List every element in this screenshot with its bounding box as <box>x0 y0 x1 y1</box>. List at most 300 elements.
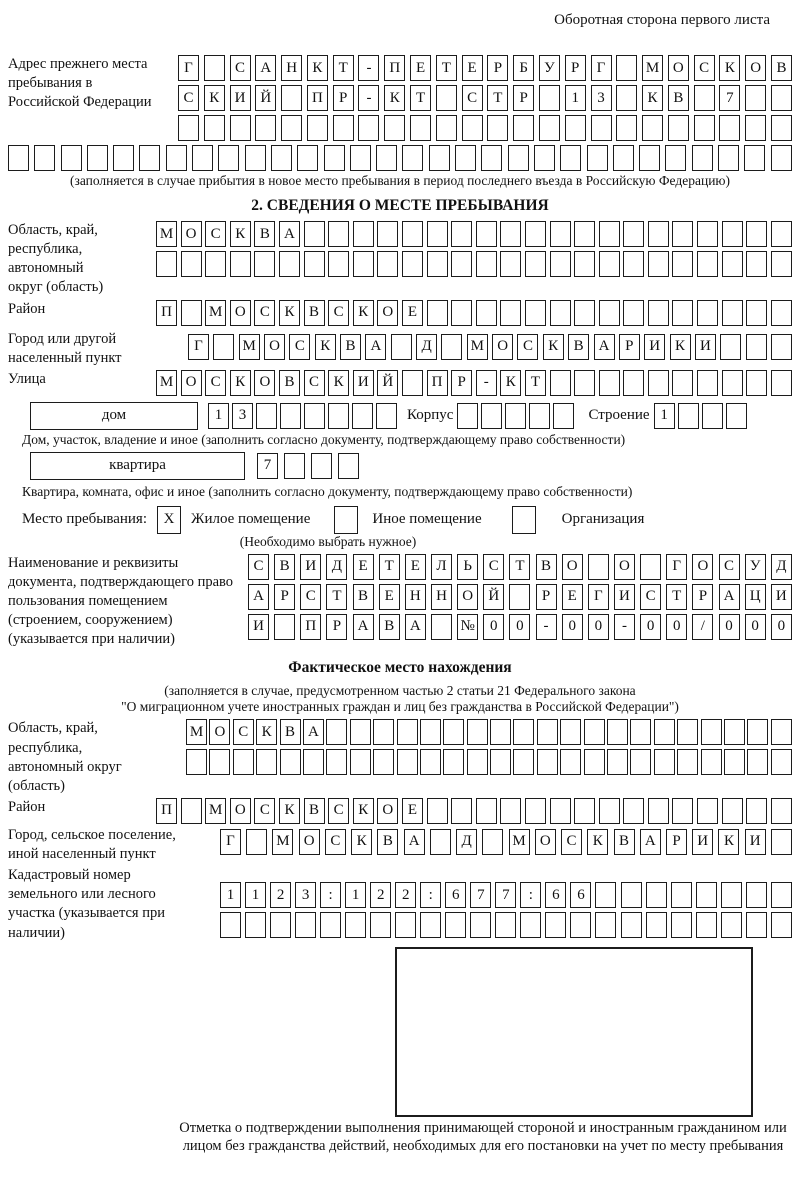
char-box[interactable]: Г <box>188 334 209 360</box>
char-box[interactable]: С <box>640 584 661 610</box>
char-box[interactable]: О <box>254 370 275 396</box>
char-box[interactable] <box>509 584 530 610</box>
char-box[interactable]: 0 <box>666 614 687 640</box>
char-box[interactable] <box>771 798 792 824</box>
char-box[interactable]: Т <box>525 370 546 396</box>
char-box[interactable]: К <box>230 221 251 247</box>
char-box[interactable]: В <box>568 334 589 360</box>
char-box[interactable] <box>640 554 661 580</box>
char-box[interactable] <box>648 370 669 396</box>
char-box[interactable] <box>350 145 371 171</box>
char-box[interactable]: П <box>156 798 177 824</box>
char-box[interactable]: : <box>520 882 541 908</box>
char-box[interactable]: О <box>492 334 513 360</box>
char-box[interactable]: И <box>644 334 665 360</box>
char-box[interactable] <box>565 115 586 141</box>
char-box[interactable] <box>246 829 267 855</box>
char-box[interactable] <box>500 798 521 824</box>
char-box[interactable] <box>204 115 225 141</box>
char-box[interactable] <box>719 115 740 141</box>
char-box[interactable]: И <box>353 370 374 396</box>
char-box[interactable]: К <box>670 334 691 360</box>
char-box[interactable] <box>584 719 605 745</box>
char-box[interactable]: Е <box>402 798 423 824</box>
char-box[interactable]: Г <box>666 554 687 580</box>
char-box[interactable] <box>697 251 718 277</box>
char-box[interactable]: М <box>205 300 226 326</box>
char-box[interactable]: 3 <box>295 882 316 908</box>
char-box[interactable] <box>726 403 747 429</box>
char-box[interactable]: О <box>230 300 251 326</box>
char-box[interactable]: Й <box>377 370 398 396</box>
char-box[interactable] <box>607 719 628 745</box>
char-box[interactable]: Т <box>410 85 431 111</box>
char-box[interactable]: Т <box>666 584 687 610</box>
char-box[interactable]: И <box>695 334 716 360</box>
char-box[interactable]: К <box>718 829 739 855</box>
char-box[interactable]: Г <box>178 55 199 81</box>
char-box[interactable] <box>373 749 394 775</box>
char-box[interactable] <box>654 749 675 775</box>
char-box[interactable]: С <box>328 798 349 824</box>
char-box[interactable]: А <box>404 829 425 855</box>
char-box[interactable]: : <box>320 882 341 908</box>
char-box[interactable]: № <box>457 614 478 640</box>
char-box[interactable] <box>613 145 634 171</box>
char-box[interactable]: Р <box>619 334 640 360</box>
char-box[interactable]: К <box>384 85 405 111</box>
char-box[interactable] <box>747 719 768 745</box>
char-box[interactable] <box>166 145 187 171</box>
char-box[interactable] <box>513 719 534 745</box>
char-box[interactable] <box>113 145 134 171</box>
char-box[interactable]: 1 <box>565 85 586 111</box>
char-box[interactable]: М <box>156 221 177 247</box>
char-box[interactable] <box>427 300 448 326</box>
char-box[interactable] <box>692 145 713 171</box>
char-box[interactable] <box>574 300 595 326</box>
char-box[interactable] <box>427 251 448 277</box>
char-box[interactable] <box>326 719 347 745</box>
char-box[interactable]: С <box>178 85 199 111</box>
char-box[interactable] <box>671 882 692 908</box>
char-box[interactable] <box>451 251 472 277</box>
char-box[interactable]: В <box>254 221 275 247</box>
char-box[interactable] <box>599 798 620 824</box>
char-box[interactable] <box>245 912 266 938</box>
char-box[interactable] <box>771 912 792 938</box>
char-box[interactable] <box>254 251 275 277</box>
char-box[interactable] <box>771 749 792 775</box>
char-box[interactable] <box>525 798 546 824</box>
char-box[interactable]: А <box>279 221 300 247</box>
char-box[interactable]: 6 <box>570 882 591 908</box>
char-box[interactable] <box>694 115 715 141</box>
char-box[interactable]: Р <box>692 584 713 610</box>
char-box[interactable]: П <box>384 55 405 81</box>
char-box[interactable]: А <box>255 55 276 81</box>
char-box[interactable] <box>630 719 651 745</box>
char-box[interactable] <box>420 912 441 938</box>
char-box[interactable] <box>537 719 558 745</box>
char-box[interactable] <box>672 221 693 247</box>
char-box[interactable] <box>560 145 581 171</box>
char-box[interactable] <box>487 115 508 141</box>
char-box[interactable] <box>539 85 560 111</box>
char-box[interactable]: Г <box>588 584 609 610</box>
char-box[interactable] <box>281 115 302 141</box>
char-box[interactable] <box>255 115 276 141</box>
char-box[interactable]: 0 <box>640 614 661 640</box>
char-box[interactable] <box>320 912 341 938</box>
char-box[interactable] <box>338 453 359 479</box>
char-box[interactable] <box>771 300 792 326</box>
char-box[interactable]: К <box>328 370 349 396</box>
char-box[interactable] <box>431 614 452 640</box>
char-box[interactable]: К <box>351 829 372 855</box>
char-box[interactable]: С <box>254 798 275 824</box>
char-box[interactable]: К <box>315 334 336 360</box>
char-box[interactable]: Е <box>410 55 431 81</box>
char-box[interactable]: О <box>181 370 202 396</box>
char-box[interactable] <box>771 829 792 855</box>
char-box[interactable]: 7 <box>470 882 491 908</box>
char-box[interactable] <box>402 221 423 247</box>
char-box[interactable] <box>722 221 743 247</box>
char-box[interactable]: О <box>264 334 285 360</box>
char-box[interactable] <box>481 403 502 429</box>
char-box[interactable]: К <box>642 85 663 111</box>
char-box[interactable] <box>616 85 637 111</box>
char-box[interactable]: 1 <box>208 403 229 429</box>
char-box[interactable] <box>646 912 667 938</box>
char-box[interactable] <box>205 251 226 277</box>
char-box[interactable]: И <box>692 829 713 855</box>
char-box[interactable]: К <box>204 85 225 111</box>
char-box[interactable]: 0 <box>562 614 583 640</box>
char-box[interactable] <box>623 300 644 326</box>
char-box[interactable] <box>476 221 497 247</box>
char-box[interactable]: / <box>692 614 713 640</box>
char-box[interactable] <box>304 403 325 429</box>
char-box[interactable] <box>274 614 295 640</box>
char-box[interactable] <box>550 798 571 824</box>
char-box[interactable]: П <box>427 370 448 396</box>
char-box[interactable] <box>525 221 546 247</box>
char-box[interactable]: Т <box>333 55 354 81</box>
char-box[interactable] <box>34 145 55 171</box>
char-box[interactable]: Г <box>591 55 612 81</box>
char-box[interactable] <box>482 829 503 855</box>
char-box[interactable] <box>574 370 595 396</box>
char-box[interactable]: Д <box>416 334 437 360</box>
char-box[interactable]: И <box>300 554 321 580</box>
char-box[interactable] <box>672 370 693 396</box>
char-box[interactable]: 6 <box>445 882 466 908</box>
char-box[interactable] <box>746 251 767 277</box>
char-box[interactable]: И <box>230 85 251 111</box>
char-box[interactable]: Д <box>326 554 347 580</box>
char-box[interactable] <box>311 453 332 479</box>
char-box[interactable]: В <box>340 334 361 360</box>
char-box[interactable] <box>397 719 418 745</box>
char-box[interactable] <box>621 882 642 908</box>
char-box[interactable]: М <box>156 370 177 396</box>
char-box[interactable] <box>621 912 642 938</box>
char-box[interactable] <box>353 221 374 247</box>
char-box[interactable] <box>377 221 398 247</box>
char-box[interactable] <box>256 749 277 775</box>
char-box[interactable]: К <box>500 370 521 396</box>
char-box[interactable] <box>441 334 462 360</box>
char-box[interactable]: С <box>304 370 325 396</box>
char-box[interactable]: О <box>299 829 320 855</box>
char-box[interactable] <box>373 719 394 745</box>
char-box[interactable] <box>451 221 472 247</box>
char-box[interactable]: - <box>358 85 379 111</box>
char-box[interactable] <box>587 145 608 171</box>
char-box[interactable] <box>455 145 476 171</box>
char-box[interactable] <box>745 115 766 141</box>
char-box[interactable] <box>513 749 534 775</box>
char-box[interactable] <box>87 145 108 171</box>
char-box[interactable] <box>350 719 371 745</box>
char-box[interactable] <box>671 912 692 938</box>
char-box[interactable]: - <box>476 370 497 396</box>
char-box[interactable] <box>281 85 302 111</box>
char-box[interactable]: У <box>539 55 560 81</box>
char-box[interactable] <box>584 749 605 775</box>
char-box[interactable] <box>328 251 349 277</box>
char-box[interactable]: 1 <box>220 882 241 908</box>
char-box[interactable]: А <box>640 829 661 855</box>
char-box[interactable] <box>525 251 546 277</box>
char-box[interactable] <box>451 798 472 824</box>
char-box[interactable]: Й <box>255 85 276 111</box>
char-box[interactable] <box>384 115 405 141</box>
char-box[interactable]: К <box>307 55 328 81</box>
char-box[interactable]: И <box>745 829 766 855</box>
char-box[interactable] <box>328 403 349 429</box>
char-box[interactable]: И <box>771 584 792 610</box>
char-box[interactable]: Т <box>436 55 457 81</box>
checkbox-other-premises[interactable] <box>334 506 358 534</box>
char-box[interactable]: У <box>745 554 766 580</box>
char-box[interactable] <box>61 145 82 171</box>
char-box[interactable] <box>545 912 566 938</box>
char-box[interactable]: Р <box>565 55 586 81</box>
char-box[interactable]: С <box>248 554 269 580</box>
char-box[interactable]: П <box>307 85 328 111</box>
char-box[interactable]: О <box>457 584 478 610</box>
char-box[interactable] <box>678 403 699 429</box>
char-box[interactable] <box>616 115 637 141</box>
char-box[interactable]: О <box>209 719 230 745</box>
char-box[interactable]: С <box>289 334 310 360</box>
char-box[interactable]: 0 <box>719 614 740 640</box>
char-box[interactable]: 3 <box>232 403 253 429</box>
char-box[interactable]: К <box>279 798 300 824</box>
char-box[interactable]: О <box>377 798 398 824</box>
char-box[interactable]: С <box>483 554 504 580</box>
char-box[interactable] <box>648 300 669 326</box>
char-box[interactable] <box>476 251 497 277</box>
char-box[interactable] <box>623 798 644 824</box>
char-box[interactable] <box>213 334 234 360</box>
char-box[interactable] <box>490 749 511 775</box>
char-box[interactable] <box>574 251 595 277</box>
char-box[interactable]: 1 <box>245 882 266 908</box>
char-box[interactable] <box>722 300 743 326</box>
char-box[interactable]: Р <box>536 584 557 610</box>
char-box[interactable]: 1 <box>654 403 675 429</box>
char-box[interactable] <box>721 882 742 908</box>
char-box[interactable] <box>376 403 397 429</box>
char-box[interactable] <box>8 145 29 171</box>
char-box[interactable]: С <box>517 334 538 360</box>
char-box[interactable] <box>280 749 301 775</box>
char-box[interactable] <box>722 370 743 396</box>
char-box[interactable]: В <box>280 719 301 745</box>
char-box[interactable] <box>574 798 595 824</box>
char-box[interactable] <box>436 85 457 111</box>
char-box[interactable]: 0 <box>745 614 766 640</box>
char-box[interactable]: 7 <box>495 882 516 908</box>
char-box[interactable]: Р <box>513 85 534 111</box>
char-box[interactable] <box>599 300 620 326</box>
char-box[interactable]: 0 <box>509 614 530 640</box>
char-box[interactable] <box>724 719 745 745</box>
char-box[interactable]: О <box>614 554 635 580</box>
char-box[interactable] <box>402 251 423 277</box>
char-box[interactable] <box>402 370 423 396</box>
char-box[interactable] <box>467 749 488 775</box>
char-box[interactable]: В <box>377 829 398 855</box>
checkbox-organization[interactable] <box>512 506 536 534</box>
char-box[interactable] <box>623 251 644 277</box>
char-box[interactable] <box>630 749 651 775</box>
char-box[interactable] <box>553 403 574 429</box>
char-box[interactable]: Р <box>487 55 508 81</box>
char-box[interactable] <box>520 912 541 938</box>
char-box[interactable]: В <box>274 554 295 580</box>
char-box[interactable]: С <box>205 370 226 396</box>
char-box[interactable] <box>646 882 667 908</box>
char-box[interactable]: К <box>353 300 374 326</box>
char-box[interactable] <box>505 403 526 429</box>
char-box[interactable] <box>427 221 448 247</box>
char-box[interactable]: С <box>205 221 226 247</box>
char-box[interactable]: Н <box>405 584 426 610</box>
char-box[interactable]: Л <box>431 554 452 580</box>
char-box[interactable] <box>701 719 722 745</box>
char-box[interactable] <box>270 912 291 938</box>
char-box[interactable] <box>648 798 669 824</box>
char-box[interactable]: И <box>248 614 269 640</box>
char-box[interactable]: С <box>462 85 483 111</box>
char-box[interactable]: П <box>156 300 177 326</box>
char-box[interactable] <box>271 145 292 171</box>
char-box[interactable] <box>181 251 202 277</box>
char-box[interactable] <box>350 749 371 775</box>
char-box[interactable]: А <box>405 614 426 640</box>
char-box[interactable] <box>376 145 397 171</box>
char-box[interactable] <box>771 115 792 141</box>
char-box[interactable] <box>490 719 511 745</box>
char-box[interactable]: О <box>745 55 766 81</box>
char-box[interactable]: А <box>365 334 386 360</box>
char-box[interactable] <box>245 145 266 171</box>
char-box[interactable]: Е <box>353 554 374 580</box>
char-box[interactable] <box>324 145 345 171</box>
char-box[interactable]: К <box>719 55 740 81</box>
char-box[interactable] <box>230 251 251 277</box>
char-box[interactable] <box>192 145 213 171</box>
char-box[interactable]: Г <box>220 829 241 855</box>
char-box[interactable] <box>591 115 612 141</box>
char-box[interactable] <box>397 749 418 775</box>
char-box[interactable] <box>746 882 767 908</box>
char-box[interactable]: И <box>614 584 635 610</box>
char-box[interactable] <box>744 145 765 171</box>
char-box[interactable]: К <box>353 798 374 824</box>
char-box[interactable]: Р <box>274 584 295 610</box>
char-box[interactable] <box>284 453 305 479</box>
char-box[interactable]: А <box>594 334 615 360</box>
char-box[interactable] <box>500 300 521 326</box>
char-box[interactable]: А <box>719 584 740 610</box>
char-box[interactable]: С <box>230 55 251 81</box>
char-box[interactable] <box>599 251 620 277</box>
char-box[interactable] <box>139 145 160 171</box>
char-box[interactable]: О <box>377 300 398 326</box>
char-box[interactable]: А <box>248 584 269 610</box>
char-box[interactable] <box>560 749 581 775</box>
char-box[interactable] <box>718 145 739 171</box>
char-box[interactable]: О <box>692 554 713 580</box>
char-box[interactable]: М <box>186 719 207 745</box>
char-box[interactable]: Т <box>326 584 347 610</box>
char-box[interactable] <box>747 749 768 775</box>
char-box[interactable]: : <box>420 882 441 908</box>
char-box[interactable] <box>677 749 698 775</box>
char-box[interactable] <box>639 145 660 171</box>
char-box[interactable] <box>599 370 620 396</box>
char-box[interactable] <box>303 749 324 775</box>
char-box[interactable]: В <box>304 300 325 326</box>
char-box[interactable] <box>429 145 450 171</box>
char-box[interactable]: В <box>668 85 689 111</box>
char-box[interactable] <box>677 719 698 745</box>
char-box[interactable]: В <box>304 798 325 824</box>
char-box[interactable] <box>642 115 663 141</box>
char-box[interactable] <box>724 749 745 775</box>
char-box[interactable]: 6 <box>545 882 566 908</box>
char-box[interactable] <box>771 334 792 360</box>
char-box[interactable]: М <box>205 798 226 824</box>
char-box[interactable] <box>178 115 199 141</box>
char-box[interactable]: 7 <box>257 453 278 479</box>
char-box[interactable]: Е <box>462 55 483 81</box>
char-box[interactable] <box>771 85 792 111</box>
char-box[interactable] <box>588 554 609 580</box>
char-box[interactable]: Н <box>281 55 302 81</box>
char-box[interactable] <box>539 115 560 141</box>
char-box[interactable] <box>209 749 230 775</box>
char-box[interactable] <box>550 300 571 326</box>
char-box[interactable]: М <box>239 334 260 360</box>
char-box[interactable] <box>304 221 325 247</box>
